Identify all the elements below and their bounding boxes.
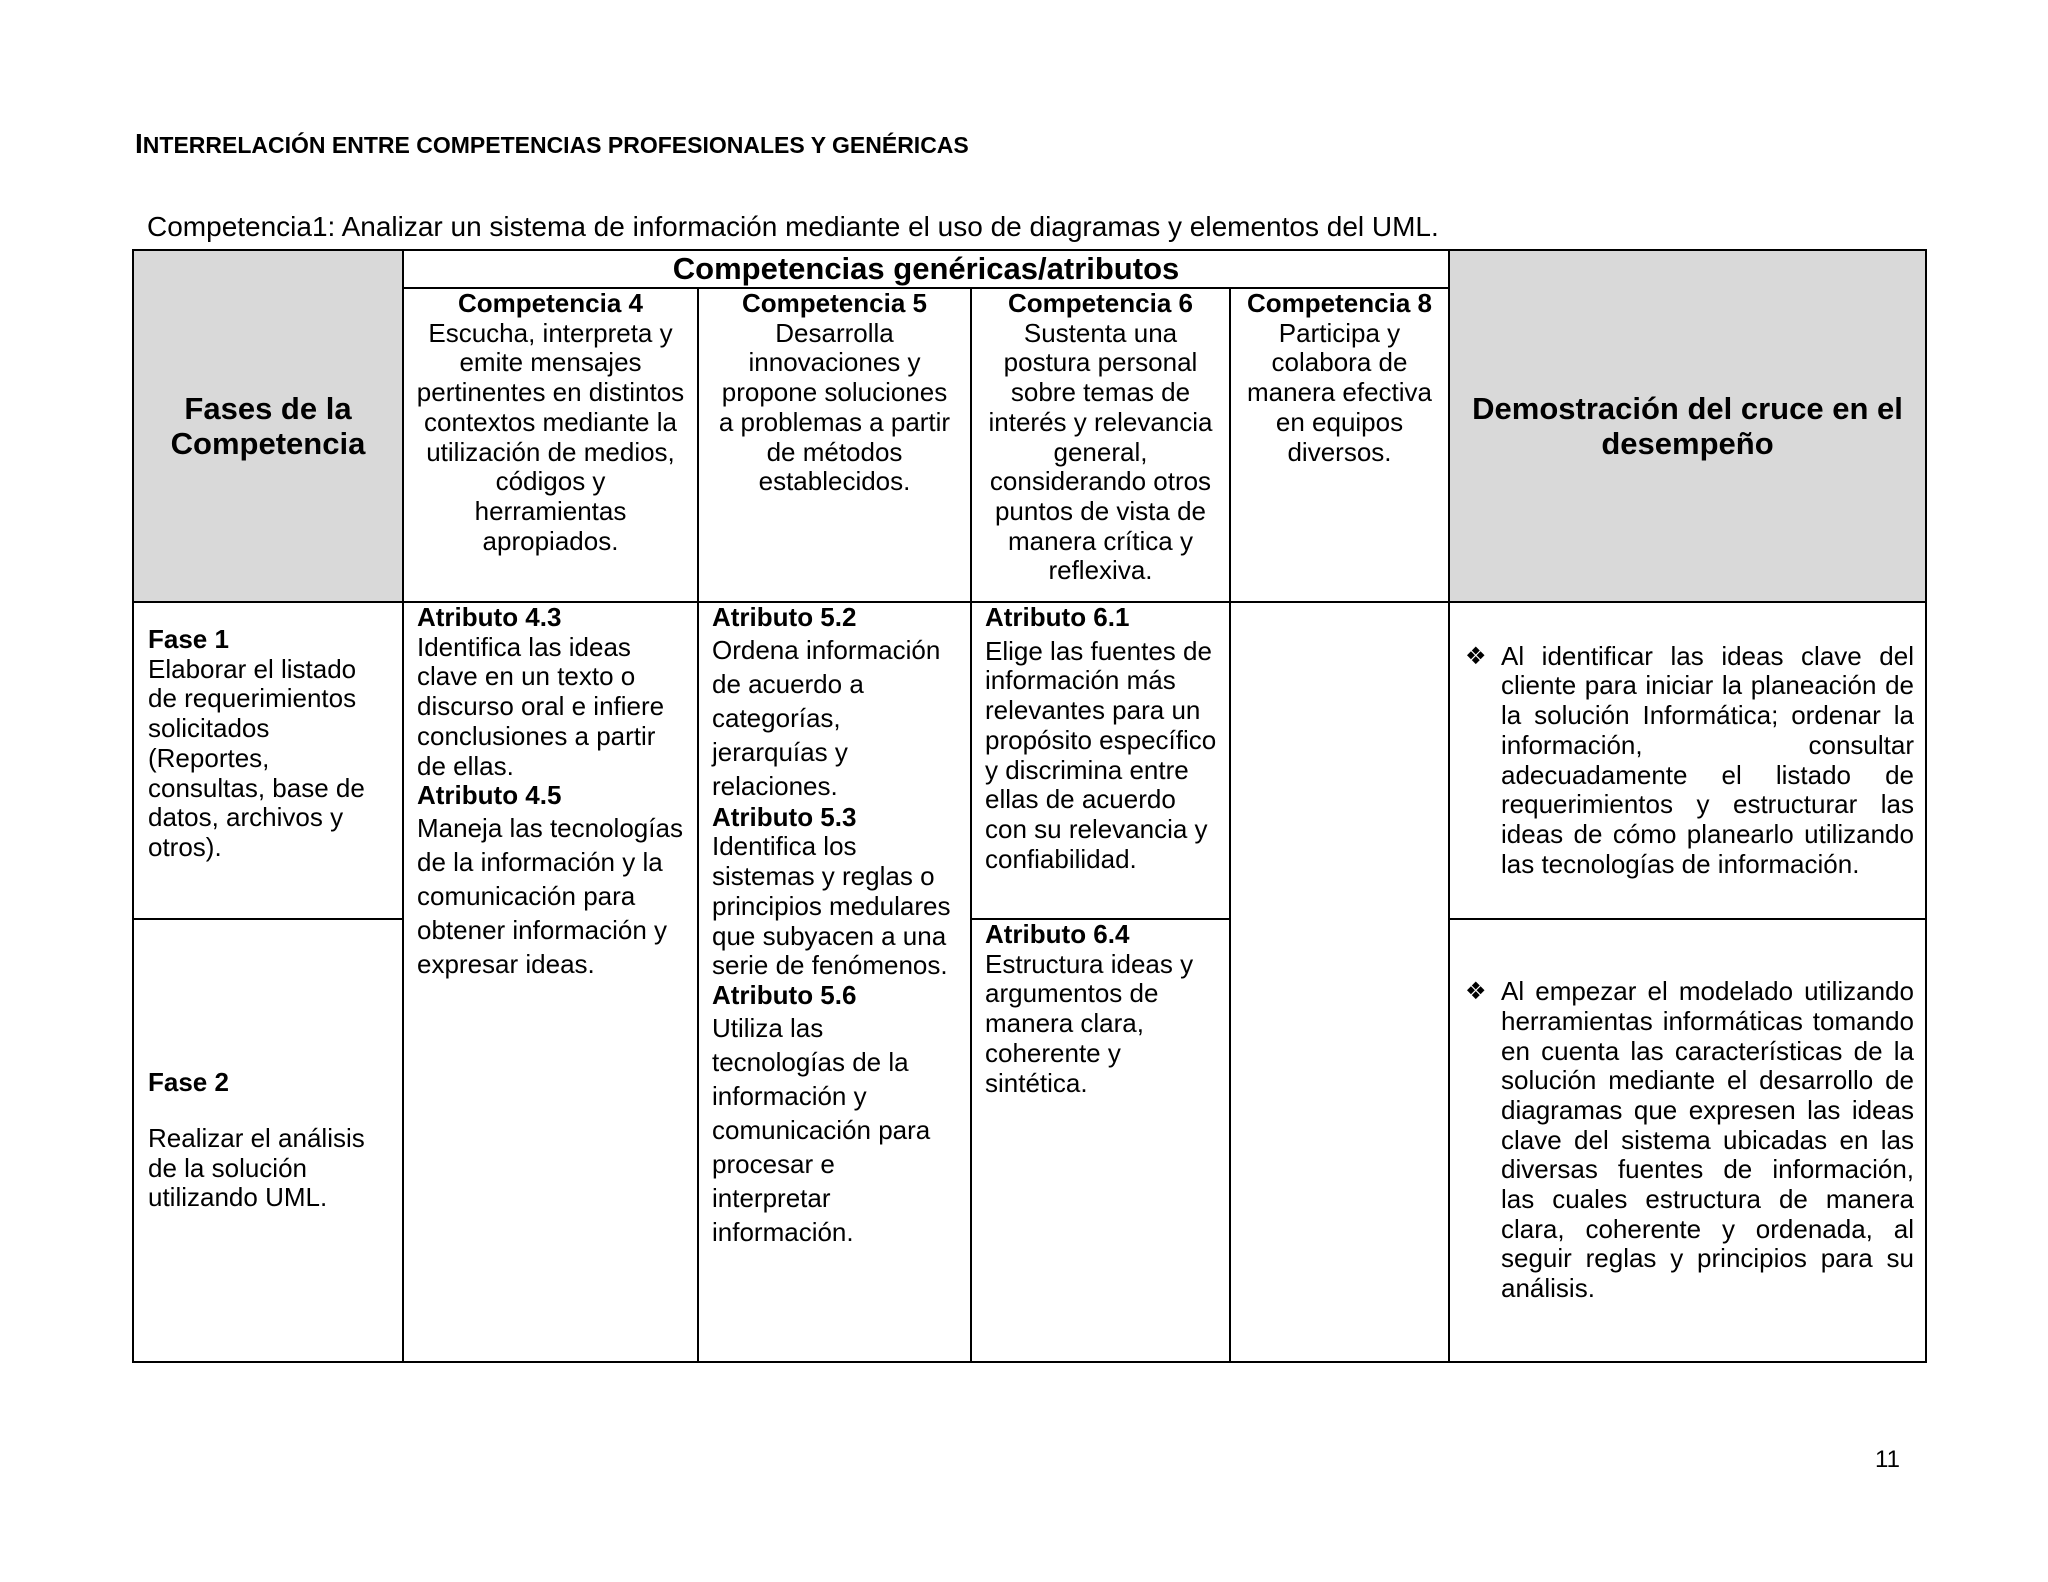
text-line: Escucha, interpreta y <box>428 317 673 348</box>
phase-description <box>148 655 402 863</box>
attribute-description <box>985 950 1229 1099</box>
text-line: de acuerdo a <box>712 668 864 699</box>
text-line: discurso oral e infiere <box>417 691 665 722</box>
text-line: postura personal <box>1003 347 1198 378</box>
text-line: comunicación para <box>712 1114 931 1145</box>
diamond-bullet-icon <box>1465 977 1487 1007</box>
attribute-title: Atributo 4.3 <box>417 602 562 632</box>
text-line: manera clara, <box>985 1008 1144 1039</box>
attribute-5-6 <box>712 981 970 1249</box>
text-line: obtener información y <box>417 914 668 945</box>
competencia-6-phase-2-cell <box>970 918 1231 1363</box>
text-line: principios medulares <box>712 890 951 921</box>
text-line: Demostración del cruce en el <box>1472 391 1903 426</box>
text-line: Estructura ideas y <box>985 948 1194 979</box>
text-line: las tecnologías de información. <box>1501 848 1860 879</box>
text-line: reflexiva. <box>1048 555 1153 586</box>
demonstration-lines <box>1501 977 1914 1304</box>
competency-description <box>974 319 1227 586</box>
text-line: jerarquías y <box>712 736 848 767</box>
competencia-8-attributes-cell <box>1229 601 1450 1363</box>
demonstration-phase-2-cell <box>1448 918 1927 1363</box>
attribute-4-3 <box>417 603 697 781</box>
text-line: apropiados. <box>482 525 619 556</box>
text-line: Al identificar las ideas clave del <box>1501 640 1914 671</box>
phase-title: Fase 2 <box>148 1067 229 1098</box>
competency-description <box>701 319 968 497</box>
blank-line <box>148 1098 402 1124</box>
competency-heading: Competencia 5 <box>742 288 927 318</box>
text-line: conclusiones a partir <box>417 720 656 751</box>
text-line: clave del sistema ubicadas en las <box>1501 1124 1914 1155</box>
attribute-description <box>985 637 1229 875</box>
phase-description <box>148 1124 402 1213</box>
text-line: clave en un texto o <box>417 661 636 692</box>
text-line: sintética. <box>985 1067 1088 1098</box>
text-line: procesar e <box>712 1148 835 1179</box>
demonstration-text <box>1501 642 1914 880</box>
text-line: confiabilidad. <box>985 843 1137 874</box>
text-line: general, <box>1053 436 1148 467</box>
attribute-5-3 <box>712 803 970 981</box>
text-line: serie de fenómenos. <box>712 950 948 981</box>
text-line: contextos mediante la <box>424 406 677 437</box>
text-line: Al empezar el modelado utilizando <box>1501 976 1914 1007</box>
text-line: solución mediante el desarrollo de <box>1501 1065 1914 1096</box>
demonstration-text <box>1501 977 1914 1304</box>
header-demonstration-label <box>1472 391 1903 461</box>
competency-description <box>406 319 695 557</box>
attribute-title: Atributo 6.4 <box>985 919 1130 949</box>
header-competencia-6 <box>970 287 1231 603</box>
diamond-bullet-icon <box>1465 642 1487 672</box>
competencia-5-attributes-cell <box>697 601 972 1363</box>
text-line: información, consultar <box>1501 729 1914 760</box>
text-line: de requerimientos <box>148 683 357 714</box>
text-line: de métodos <box>766 436 903 467</box>
text-line: y discrimina entre <box>985 754 1189 785</box>
header-generic-competencies-cell <box>402 249 1450 289</box>
text-line: adecuadamente el listado de <box>1501 759 1914 790</box>
text-line: cliente para iniciar la planeación de <box>1501 670 1914 701</box>
header-phases-label <box>171 391 366 461</box>
text-line: de la solución <box>148 1152 307 1183</box>
text-line: Utiliza las <box>712 1012 824 1043</box>
text-line: clara, coherente y ordenada, al <box>1501 1213 1914 1244</box>
text-line: relevantes para un <box>985 695 1201 726</box>
header-generic-competencies-title: Competencias genéricas/atributos <box>672 251 1180 286</box>
attribute-title: Atributo 4.5 <box>417 780 562 811</box>
demonstration-phase-1-cell <box>1448 601 1927 920</box>
text-line: establecidos. <box>758 466 911 497</box>
competencia-4-attributes-cell <box>402 601 699 1363</box>
text-line: diversas fuentes de información, <box>1501 1154 1914 1185</box>
text-line: requerimientos y estructurar las <box>1501 789 1914 820</box>
text-line: Maneja las tecnologías <box>417 812 683 843</box>
text-line: en cuenta las características de la <box>1501 1035 1914 1066</box>
competency-heading: Competencia 6 <box>1008 288 1193 318</box>
text-line: categorías, <box>712 702 841 733</box>
attribute-description <box>712 1011 970 1249</box>
text-line: coherente y <box>985 1037 1121 1068</box>
header-competencia-5 <box>697 287 972 603</box>
text-line: (Reportes, <box>148 742 270 773</box>
text-line: las cuales estructura de manera <box>1501 1184 1914 1215</box>
header-competencia-8 <box>1229 287 1450 603</box>
text-line: consultas, base de <box>148 772 365 803</box>
competency-description <box>1233 319 1446 468</box>
text-line: análisis. <box>1501 1273 1595 1304</box>
text-line: información. <box>712 1216 854 1247</box>
text-line: tecnologías de la <box>712 1046 909 1077</box>
phase-2-cell <box>132 918 404 1363</box>
text-line: diagramas que expresen las ideas <box>1501 1094 1914 1125</box>
attribute-4-5 <box>417 781 697 981</box>
text-line: seguir reglas y principios para su <box>1501 1243 1914 1274</box>
text-line: sistemas y reglas o <box>712 861 935 892</box>
attribute-description <box>417 633 697 782</box>
text-line: expresar ideas. <box>417 948 595 979</box>
text-line: códigos y <box>495 466 606 497</box>
header-competencia-4 <box>402 287 699 603</box>
competency-heading: Competencia 8 <box>1247 288 1432 318</box>
text-line: Sustenta una <box>1023 317 1178 348</box>
text-line: propósito específico <box>985 724 1217 755</box>
text-line: en equipos <box>1275 406 1404 437</box>
text-line: manera crítica y <box>1008 525 1193 556</box>
text-line: diversos. <box>1287 436 1392 467</box>
text-line: ideas de cómo planearlo utilizando <box>1501 818 1914 849</box>
text-line: innovaciones y <box>748 347 921 378</box>
phase-content <box>148 1068 402 1213</box>
text-line: comunicación para <box>417 880 636 911</box>
text-line: Desarrolla <box>775 317 894 348</box>
text-line: de la información y la <box>417 846 663 877</box>
text-line: considerando otros <box>989 466 1212 497</box>
text-line: información y <box>712 1080 867 1111</box>
text-line: manera efectiva <box>1247 377 1432 408</box>
text-line: información más <box>985 665 1176 696</box>
text-line: pertinentes en distintos <box>416 377 685 408</box>
header-phases-cell <box>132 249 404 603</box>
text-line: herramientas informáticas tomando <box>1501 1005 1914 1036</box>
text-line: interpretar <box>712 1182 831 1213</box>
competency-title: Competencia1: Analizar un sistema de información mediante el uso de diagramas y elementos del UML. <box>147 211 1439 242</box>
text-line: Fases de la <box>184 391 352 426</box>
text-line: desempeño <box>1601 426 1774 461</box>
text-line: Elaborar el listado <box>148 653 357 684</box>
text-line: colabora de <box>1271 347 1408 378</box>
text-line: Realizar el análisis <box>148 1122 365 1153</box>
demonstration-lines <box>1501 642 1914 880</box>
text-line: Ordena información <box>712 634 941 665</box>
attribute-description <box>712 832 970 981</box>
text-line: interés y relevancia <box>988 406 1213 437</box>
text-line: ellas de acuerdo <box>985 784 1176 815</box>
phase-1-cell <box>132 601 404 920</box>
text-line: Identifica los <box>712 831 857 862</box>
attribute-title: Atributo 6.1 <box>985 602 1130 632</box>
text-line: la solución Informática; ordenar la <box>1501 700 1914 731</box>
text-line: propone soluciones <box>721 377 948 408</box>
text-line: otros). <box>148 831 222 862</box>
text-line: Identifica las ideas <box>417 631 631 662</box>
competency-table <box>132 249 1927 1363</box>
attribute-title: Atributo 5.6 <box>712 979 857 1010</box>
text-line: que subyacen a una <box>712 920 947 951</box>
text-line: de ellas. <box>417 750 514 781</box>
text-line: sobre temas de <box>1010 377 1191 408</box>
competency-heading: Competencia 4 <box>458 288 643 318</box>
text-line: emite mensajes <box>459 347 642 378</box>
phase-title: Fase 1 <box>148 624 229 654</box>
text-line: relaciones. <box>712 770 838 801</box>
text-line: datos, archivos y <box>148 802 344 833</box>
attribute-5-2 <box>712 603 970 803</box>
text-line: utilización de medios, <box>426 436 675 467</box>
text-line: argumentos de <box>985 978 1159 1009</box>
text-line: Participa y <box>1278 317 1401 348</box>
competencia-6-phase-1-cell <box>970 601 1231 920</box>
text-line: solicitados <box>148 713 270 744</box>
attribute-title: Atributo 5.3 <box>712 801 857 832</box>
text-line: a problemas a partir <box>718 406 951 437</box>
attribute-description <box>712 633 970 803</box>
section-heading: INTERRELACIÓN ENTRE COMPETENCIAS PROFESIONALES Y GENÉRICAS <box>135 128 969 159</box>
attribute-description <box>417 811 697 981</box>
text-line: Competencia <box>170 426 366 461</box>
page-number: 11 <box>1875 1446 1900 1473</box>
attribute-title: Atributo 5.2 <box>712 602 857 632</box>
text-line: Elige las fuentes de <box>985 635 1212 666</box>
text-line: puntos de vista de <box>994 495 1207 526</box>
text-line: con su relevancia y <box>985 813 1208 844</box>
text-line: utilizando UML. <box>148 1182 328 1213</box>
header-demonstration-cell <box>1448 249 1927 603</box>
text-line: herramientas <box>474 495 627 526</box>
